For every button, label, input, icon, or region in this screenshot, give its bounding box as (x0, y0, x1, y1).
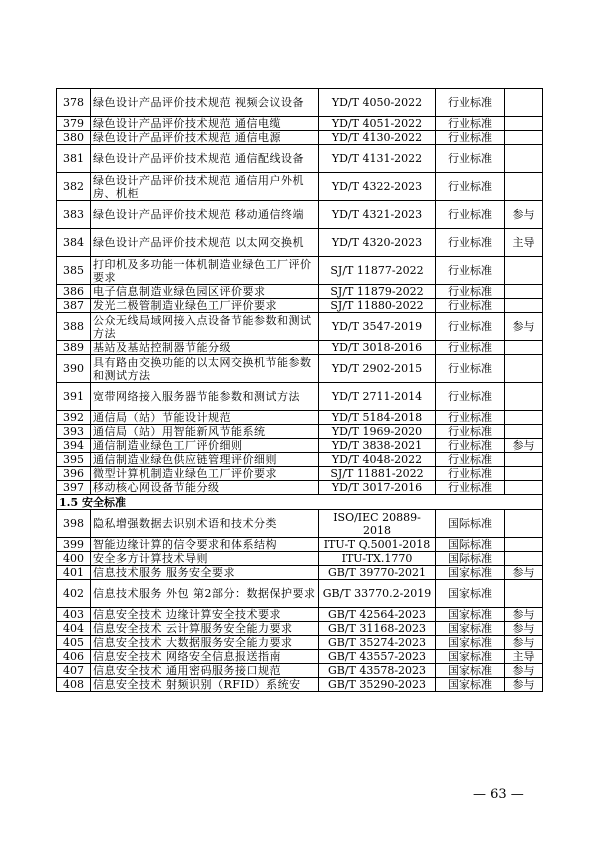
standard-type: 国家标准 (436, 608, 505, 622)
standard-type: 国家标准 (436, 622, 505, 636)
participation-role (505, 299, 543, 313)
table-row (57, 285, 543, 299)
standard-type: 行业标准 (436, 131, 505, 145)
standard-code: GB/T 39770-2021 (319, 566, 436, 580)
table-row (57, 538, 543, 552)
standard-code: YD/T 5184-2018 (319, 411, 436, 425)
standard-code: SJ/T 11880-2022 (319, 299, 436, 313)
row-number: 401 (57, 566, 91, 580)
standard-code: YD/T 4321-2023 (319, 201, 436, 229)
table-row (57, 341, 543, 355)
standard-type: 国际标准 (436, 552, 505, 566)
standard-type: 国际标准 (436, 538, 505, 552)
standard-name: 隐私增强数据去识别术语和技术分类 (91, 510, 319, 538)
page-number: — 63 — (473, 787, 524, 802)
standard-code: SJ/T 11877-2022 (319, 257, 436, 285)
participation-role: 参与 (505, 622, 543, 636)
participation-role (505, 538, 543, 552)
row-number: 394 (57, 439, 91, 453)
table-row (57, 425, 543, 439)
standard-type: 国际标准 (436, 510, 505, 538)
standard-code: GB/T 35290-2023 (319, 678, 436, 692)
standard-code: ISO/IEC 20889-2018 (319, 510, 436, 538)
section-title: 1.5 安全标准 (57, 495, 543, 510)
table-row (57, 650, 543, 664)
participation-role (505, 510, 543, 538)
standard-type: 国家标准 (436, 678, 505, 692)
standard-type: 行业标准 (436, 173, 505, 201)
standard-code: YD/T 4131-2022 (319, 145, 436, 173)
row-number: 406 (57, 650, 91, 664)
table-row (57, 566, 543, 580)
participation-role: 参与 (505, 313, 543, 341)
standard-type: 行业标准 (436, 425, 505, 439)
row-number: 386 (57, 285, 91, 299)
standard-type: 行业标准 (436, 439, 505, 453)
standard-name: 绿色设计产品评价技术规范 通信电缆 (91, 117, 319, 131)
table-row (57, 145, 543, 173)
standard-code: YD/T 4048-2022 (319, 453, 436, 467)
standard-name: 绿色设计产品评价技术规范 通信用户外机房、机柜 (91, 173, 319, 201)
row-number: 400 (57, 552, 91, 566)
standard-code: YD/T 2902-2015 (319, 355, 436, 383)
standard-name: 公众无线局域网接入点设备节能参数和测试方法 (91, 313, 319, 341)
standard-name: 通信局（站）用智能新风节能系统 (91, 425, 319, 439)
participation-role (505, 285, 543, 299)
table-row (57, 257, 543, 285)
standard-type: 行业标准 (436, 145, 505, 173)
participation-role (505, 117, 543, 131)
row-number: 381 (57, 145, 91, 173)
standard-name: 信息安全技术 网络安全信息报送指南 (91, 650, 319, 664)
table-row (57, 313, 543, 341)
standard-name: 信息技术服务 外包 第2部分：数据保护要求 (91, 580, 319, 608)
standard-code: GB/T 43557-2023 (319, 650, 436, 664)
standard-type: 国家标准 (436, 636, 505, 650)
standard-name: 电子信息制造业绿色园区评价要求 (91, 285, 319, 299)
row-number: 397 (57, 481, 91, 495)
standard-code: YD/T 4320-2023 (319, 229, 436, 257)
participation-role (505, 467, 543, 481)
section-row (57, 495, 543, 510)
standard-name: 绿色设计产品评价技术规范 通信配线设备 (91, 145, 319, 173)
standard-code: YD/T 4322-2023 (319, 173, 436, 201)
standard-name: 信息安全技术 射频识别（RFID）系统安 (91, 678, 319, 692)
standard-name: 通信制造业绿色供应链管理评价细则 (91, 453, 319, 467)
standard-type: 行业标准 (436, 257, 505, 285)
standard-name: 宽带网络接入服务器节能参数和测试方法 (91, 383, 319, 411)
table-row (57, 664, 543, 678)
table-row (57, 89, 543, 117)
table-row (57, 355, 543, 383)
participation-role (505, 411, 543, 425)
standard-type: 行业标准 (436, 313, 505, 341)
standard-code: GB/T 33770.2-2019 (319, 580, 436, 608)
standard-code: YD/T 3838-2021 (319, 439, 436, 453)
table-row (57, 453, 543, 467)
row-number: 385 (57, 257, 91, 285)
standard-code: SJ/T 11881-2022 (319, 467, 436, 481)
standard-code: ITU-TX.1770 (319, 552, 436, 566)
participation-role: 参与 (505, 664, 543, 678)
standard-code: YD/T 2711-2014 (319, 383, 436, 411)
standard-code: GB/T 35274-2023 (319, 636, 436, 650)
standards-table (56, 88, 543, 692)
standard-code: YD/T 3018-2016 (319, 341, 436, 355)
standard-type: 行业标准 (436, 481, 505, 495)
participation-role (505, 131, 543, 145)
standard-code: SJ/T 11879-2022 (319, 285, 436, 299)
table-row (57, 636, 543, 650)
table-row (57, 467, 543, 481)
participation-role: 参与 (505, 608, 543, 622)
standard-name: 信息安全技术 云计算服务安全能力要求 (91, 622, 319, 636)
standard-type: 行业标准 (436, 285, 505, 299)
table-row (57, 622, 543, 636)
standard-name: 安全多方计算技术导则 (91, 552, 319, 566)
participation-role (505, 552, 543, 566)
table-row (57, 481, 543, 495)
participation-role: 参与 (505, 201, 543, 229)
participation-role (505, 341, 543, 355)
table-row (57, 510, 543, 538)
row-number: 396 (57, 467, 91, 481)
standard-type: 行业标准 (436, 411, 505, 425)
row-number: 388 (57, 313, 91, 341)
row-number: 387 (57, 299, 91, 313)
row-number: 405 (57, 636, 91, 650)
row-number: 402 (57, 580, 91, 608)
table-row (57, 608, 543, 622)
standard-code: YD/T 4130-2022 (319, 131, 436, 145)
table-row (57, 173, 543, 201)
standard-name: 信息安全技术 边缘计算安全技术要求 (91, 608, 319, 622)
standard-code: GB/T 31168-2023 (319, 622, 436, 636)
standard-type: 行业标准 (436, 229, 505, 257)
participation-role: 参与 (505, 636, 543, 650)
standard-type: 国家标准 (436, 566, 505, 580)
standard-type: 行业标准 (436, 299, 505, 313)
standard-name: 绿色设计产品评价技术规范 通信电源 (91, 131, 319, 145)
standard-name: 智能边缘计算的信令要求和体系结构 (91, 538, 319, 552)
standard-name: 通信局（站）节能设计规范 (91, 411, 319, 425)
participation-role (505, 257, 543, 285)
participation-role (505, 355, 543, 383)
standard-code: YD/T 3017-2016 (319, 481, 436, 495)
standard-type: 行业标准 (436, 201, 505, 229)
standard-type: 行业标准 (436, 383, 505, 411)
standard-code: GB/T 42564-2023 (319, 608, 436, 622)
participation-role (505, 425, 543, 439)
table-row (57, 383, 543, 411)
table-row (57, 229, 543, 257)
row-number: 391 (57, 383, 91, 411)
standard-name: 信息安全技术 大数据服务安全能力要求 (91, 636, 319, 650)
participation-role: 参与 (505, 678, 543, 692)
standard-code: YD/T 4051-2022 (319, 117, 436, 131)
standard-name: 通信制造业绿色工厂评价细则 (91, 439, 319, 453)
standard-type: 行业标准 (436, 89, 505, 117)
standard-type: 国家标准 (436, 580, 505, 608)
row-number: 380 (57, 131, 91, 145)
row-number: 399 (57, 538, 91, 552)
row-number: 408 (57, 678, 91, 692)
standard-name: 信息安全技术 通用密码服务接口规范 (91, 664, 319, 678)
participation-role (505, 173, 543, 201)
row-number: 384 (57, 229, 91, 257)
table-row (57, 411, 543, 425)
table-row (57, 678, 543, 692)
standard-name: 具有路由交换功能的以太网交换机节能参数和测试方法 (91, 355, 319, 383)
participation-role: 参与 (505, 566, 543, 580)
standard-name: 微型计算机制造业绿色工厂评价要求 (91, 467, 319, 481)
table-row (57, 299, 543, 313)
table-row (57, 131, 543, 145)
standard-type: 国家标准 (436, 664, 505, 678)
participation-role (505, 145, 543, 173)
standard-name: 绿色设计产品评价技术规范 视频会议设备 (91, 89, 319, 117)
row-number: 404 (57, 622, 91, 636)
standard-name: 信息技术服务 服务安全要求 (91, 566, 319, 580)
standard-name: 绿色设计产品评价技术规范 以太网交换机 (91, 229, 319, 257)
standard-type: 行业标准 (436, 355, 505, 383)
standard-type: 行业标准 (436, 467, 505, 481)
participation-role (505, 481, 543, 495)
standard-code: GB/T 43578-2023 (319, 664, 436, 678)
row-number: 379 (57, 117, 91, 131)
table-row (57, 580, 543, 608)
row-number: 382 (57, 173, 91, 201)
row-number: 395 (57, 453, 91, 467)
standard-type: 国家标准 (436, 650, 505, 664)
standard-type: 行业标准 (436, 117, 505, 131)
standards-table-body (57, 89, 543, 692)
standard-name: 基站及基站控制器节能分级 (91, 341, 319, 355)
standard-code: YD/T 1969-2020 (319, 425, 436, 439)
table-row (57, 552, 543, 566)
standard-type: 行业标准 (436, 341, 505, 355)
participation-role (505, 383, 543, 411)
row-number: 390 (57, 355, 91, 383)
standard-name: 绿色设计产品评价技术规范 移动通信终端 (91, 201, 319, 229)
standard-name: 打印机及多功能一体机制造业绿色工厂评价要求 (91, 257, 319, 285)
standard-code: ITU-T Q.5001-2018 (319, 538, 436, 552)
row-number: 407 (57, 664, 91, 678)
table-row (57, 439, 543, 453)
participation-role: 主导 (505, 650, 543, 664)
participation-role (505, 89, 543, 117)
participation-role: 参与 (505, 439, 543, 453)
row-number: 393 (57, 425, 91, 439)
row-number: 398 (57, 510, 91, 538)
participation-role (505, 580, 543, 608)
participation-role: 主导 (505, 229, 543, 257)
standard-name: 发光二极管制造业绿色工厂评价要求 (91, 299, 319, 313)
row-number: 389 (57, 341, 91, 355)
row-number: 383 (57, 201, 91, 229)
standard-type: 行业标准 (436, 453, 505, 467)
participation-role (505, 453, 543, 467)
row-number: 403 (57, 608, 91, 622)
table-row (57, 117, 543, 131)
standard-code: YD/T 3547-2019 (319, 313, 436, 341)
row-number: 392 (57, 411, 91, 425)
row-number: 378 (57, 89, 91, 117)
standard-code: YD/T 4050-2022 (319, 89, 436, 117)
table-row (57, 201, 543, 229)
standard-name: 移动核心网设备节能分级 (91, 481, 319, 495)
